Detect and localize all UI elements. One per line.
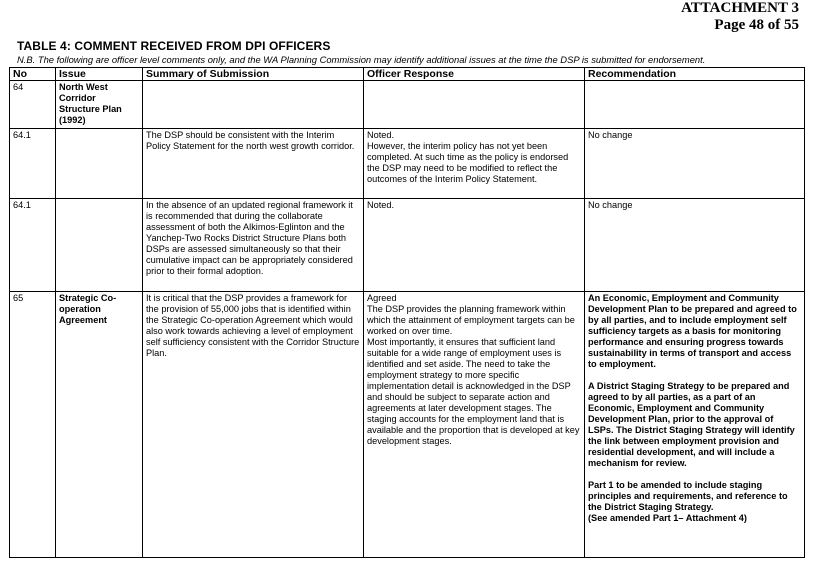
cell-summary: The DSP should be consistent with the Interim Policy Statement for the north west growth corridor. — [143, 129, 364, 199]
table-row — [10, 81, 805, 129]
table-header-row — [10, 68, 805, 81]
cell-response — [364, 129, 585, 199]
cell-issue: North West Corridor Structure Plan (1992) — [56, 81, 143, 129]
cell-no: 64.1 — [10, 129, 56, 199]
comments-table — [9, 67, 805, 558]
cell-no: 64.1 — [10, 199, 56, 292]
cell-no: 64 — [10, 81, 56, 129]
table-row — [10, 292, 805, 558]
cell-response — [364, 81, 585, 129]
response-line: Agreed — [367, 293, 397, 303]
recommendation-paragraph: Part 1 to be amended to include staging principles and requirements, and reference to the District Staging Strategy. — [588, 480, 788, 512]
response-paragraph: Most importantly, it ensures that sufficient land suitable for a wide range of employment uses is identified and set aside. The need to take the employment strategy to more specific implementation detail is acknowledged in the DSP and should be subject to separate action and agreements at later development stages. The staging accounts for the employment land that is available and the proportion that is developed at key development stages. — [367, 337, 580, 446]
page-number: Page 48 of 55 — [714, 17, 799, 33]
cell-issue: Strategic Co-operation Agreement — [56, 292, 143, 558]
cell-recommendation — [585, 81, 805, 129]
col-header-no: No — [10, 68, 56, 81]
col-header-issue: Issue — [56, 68, 143, 81]
attachment-label: ATTACHMENT 3 — [681, 0, 799, 16]
cell-summary: It is critical that the DSP provides a framework for the provision of 55,000 jobs that is identified within the Strategic Co-operation Agreement which would also work towards achieving a level of employment self sufficiency consistent with the Corridor Structure Plan. — [143, 292, 364, 558]
cell-no: 65 — [10, 292, 56, 558]
recommendation-paragraph: An Economic, Employment and Community Development Plan to be prepared and agreed to by all parties, and to include employment self sufficiency targets as a basis for monitoring performance and ensuring progress towards sustainability in terms of transport and access to employment. — [588, 293, 797, 369]
cell-summary: In the absence of an updated regional framework it is recommended that during the collaborate assessment of both the Alkimos-Eglinton and the Yanchep-Two Rocks District Structure Plans both DSPs are assessed simultaneously so that their cumulative impact can be appropriately considered prior to their formal adoption. — [143, 199, 364, 292]
response-line: Noted. — [367, 130, 395, 140]
response-paragraph: The DSP provides the planning framework within which the attainment of employment targets can be worked on over time. — [367, 304, 575, 336]
recommendation-paragraph: A District Staging Strategy to be prepared and agreed to by all parties, as a part of an Economic, Employment and Community Development Plan, prior to the approval of LSPs. The District Staging Strategy will identify the link between employment provision and residential development, and will include a mechanism for review. — [588, 381, 795, 468]
cell-recommendation — [585, 292, 805, 558]
col-header-recommendation: Recommendation — [585, 68, 805, 81]
table-title: TABLE 4: COMMENT RECEIVED FROM DPI OFFICERS — [17, 39, 331, 53]
col-header-response: Officer Response — [364, 68, 585, 81]
cell-issue — [56, 129, 143, 199]
cell-recommendation: No change — [585, 129, 805, 199]
table-row — [10, 199, 805, 292]
cell-response — [364, 292, 585, 558]
paragraph-gap — [588, 469, 801, 480]
attachment-header — [681, 0, 799, 34]
cell-recommendation: No change — [585, 199, 805, 292]
table-note: N.B. The following are officer level comments only, and the WA Planning Commission may identify additional issues at the time the DSP is submitted for endorsement. — [17, 54, 706, 65]
response-paragraph: However, the interim policy has not yet been completed. At such time as the policy is endorsed the DSP may need to be modified to reflect the outcomes of the Interim Policy Statement. — [367, 141, 569, 184]
table-row — [10, 129, 805, 199]
col-header-summary: Summary of Submission — [143, 68, 364, 81]
cell-response: Noted. — [364, 199, 585, 292]
cell-issue — [56, 199, 143, 292]
paragraph-gap — [588, 370, 801, 381]
recommendation-reference: (See amended Part 1– Attachment 4) — [588, 513, 747, 523]
cell-summary — [143, 81, 364, 129]
